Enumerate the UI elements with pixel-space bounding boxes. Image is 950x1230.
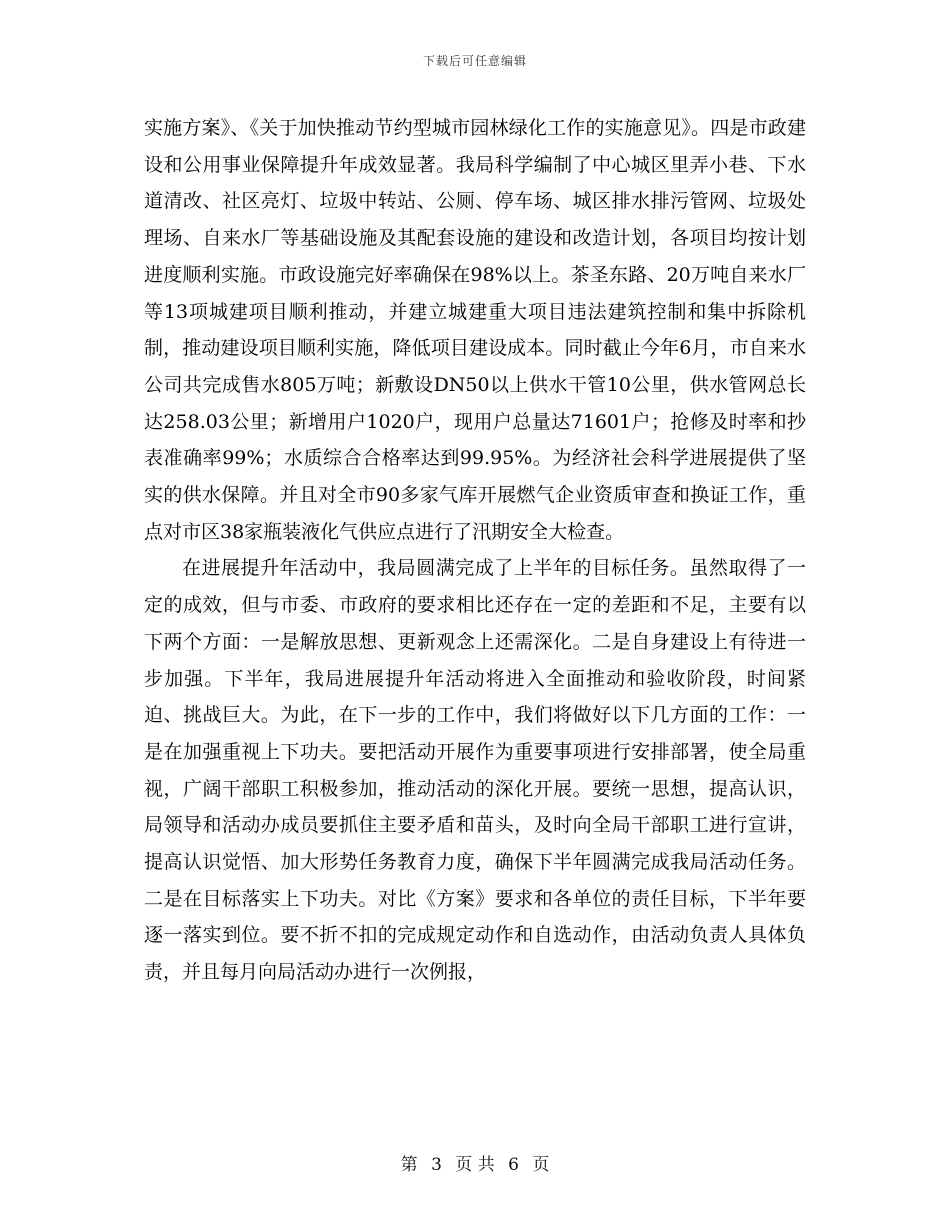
- footer-total-pages: 6: [508, 1155, 519, 1175]
- document-body: [144, 110, 806, 991]
- footer-prefix: 第: [400, 1155, 418, 1175]
- page-header: 下载后可任意编辑: [422, 54, 527, 68]
- footer-suffix: 页: [532, 1155, 550, 1175]
- paragraph-1: 实施方案》、《关于加快推动节约型城市园林绿化工作的实施意见》。四是市政建设和公用事业保障提升年成效显著。我局科学编制了中心城区里弄小巷、下水道清改、社区亮灯、垃圾中转站、公厕、停车场、城区排水排污管网、垃圾处理场、自来水厂等基础设施及其配套设施的建设和改造计划，各项目均按计划进度顺利实施。市政设施完好率确保在98%以上。茶圣东路、20万吨自来水厂等13项城建项目顺利推动，并建立城建重大项目违法建筑控制和集中拆除机制，推动建设项目顺利实施，降低项目建设成本。同时截止今年6月，市自来水公司共完成售水805万吨；新敷设DN50以上供水干管10公里，供水管网总长达258.03公里；新增用户1020户，现用户总量达71601户；抢修及时率和抄表准确率99%；水质综合合格率达到99.95%。为经济社会科学进展提供了坚实的供水保障。并且对全市90多家气库开展燃气企业资质审查和换证工作，重点对市区38家瓶装液化气供应点进行了汛期安全大检查。: [144, 117, 806, 543]
- footer-middle: 页 共: [455, 1155, 495, 1175]
- page-footer: [0, 1150, 950, 1175]
- paragraph-2: 在进展提升年活动中，我局圆满完成了上半年的目标任务。虽然取得了一定的成效，但与市委、市政府的要求相比还存在一定的差距和不足，主要有以下两个方面：一是解放思想、更新观念上还需深化。二是自身建设上有待进一步加强。下半年，我局进展提升年活动将进入全面推动和验收阶段，时间紧迫、挑战巨大。为此，在下一步的工作中，我们将做好以下几方面的工作：一是在加强重视上下功夫。要把活动开展作为重要事项进行安排部署，使全局重视，广阔干部职工积极参加，推动活动的深化开展。要统一思想，提高认识，局领导和活动办成员要抓住主要矛盾和苗头，及时向全局干部职工进行宣讲，提高认识觉悟、加大形势任务教育力度，确保下半年圆满完成我局活动任务。二是在目标落实上下功夫。对比《方案》要求和各单位的责任目标，下半年要逐一落实到位。要不折不扣的完成规定动作和自选动作，由活动负责人具体负责，并且每月向局活动办进行一次例报，: [144, 557, 806, 984]
- footer-page-number: 3: [431, 1155, 442, 1175]
